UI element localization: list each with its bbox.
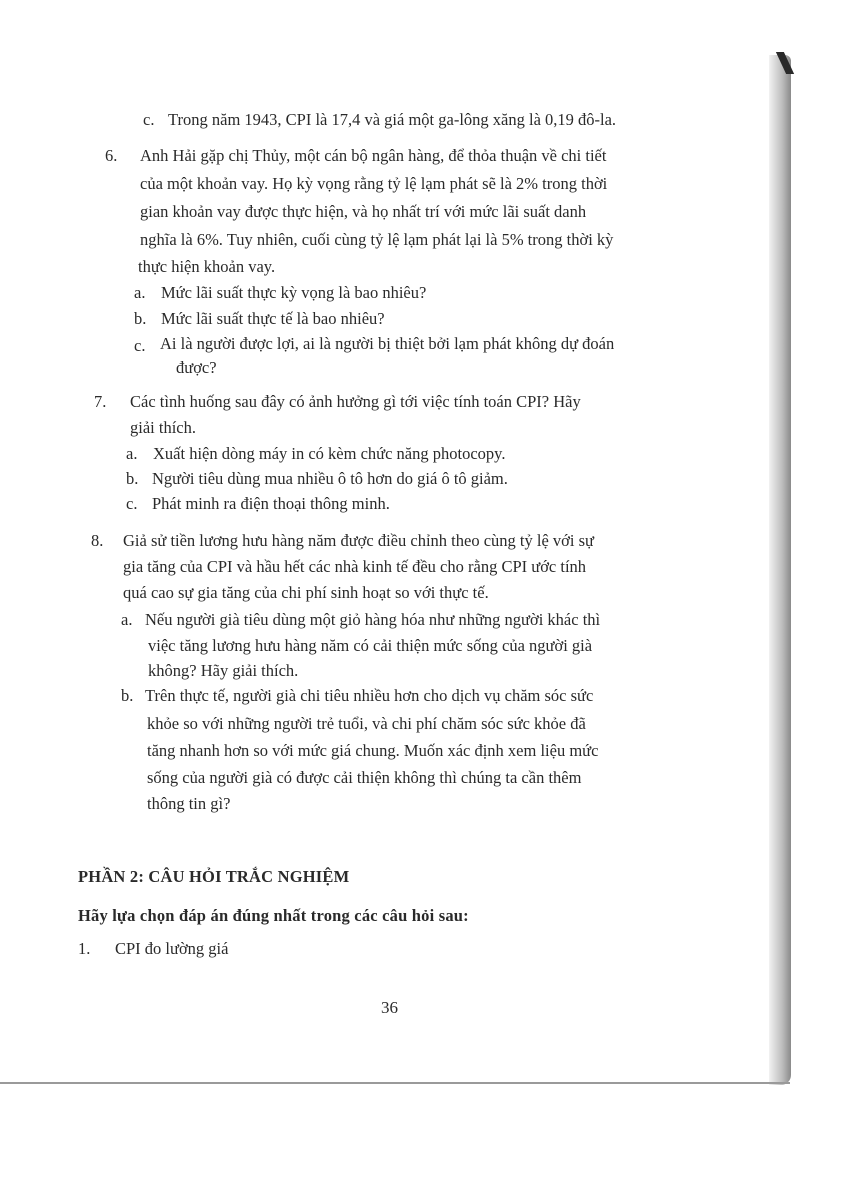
q7-line-2: giải thích. <box>130 418 196 437</box>
q8b-line-4: sống của người già có được cải thiện không thì chúng ta cần thêm <box>147 768 582 787</box>
q6-line-1: Anh Hải gặp chị Thủy, một cán bộ ngân hàng, để thỏa thuận về chi tiết <box>140 146 607 165</box>
q8a-line-3: không? Hãy giải thích. <box>148 661 299 680</box>
q7b-text: Người tiêu dùng mua nhiều ô tô hơn do giá ô tô giảm. <box>152 469 508 488</box>
q6a-text: Mức lãi suất thực kỳ vọng là bao nhiêu? <box>161 283 427 302</box>
q5c-label: c. <box>143 110 155 129</box>
q8b-label: b. <box>121 686 134 705</box>
q6-line-3: gian khoản vay được thực hiện, và họ nhất trí với mức lãi suất danh <box>140 202 587 221</box>
q7c-label: c. <box>126 494 138 513</box>
q8-line-2: gia tăng của CPI và hầu hết các nhà kinh tế đều cho rằng CPI ước tính <box>123 557 587 576</box>
q6-line-5: thực hiện khoản vay. <box>138 257 276 276</box>
scan-bottom-edge <box>0 1082 790 1084</box>
q6c-line-1: Ai là người được lợi, ai là người bị thiệt bởi lạm phát không dự đoán <box>160 334 615 353</box>
q7c-text: Phát minh ra điện thoại thông minh. <box>152 494 390 513</box>
q6a-label: a. <box>134 283 146 302</box>
q8a-label: a. <box>121 610 133 629</box>
q8a-line-2: việc tăng lương hưu hàng năm có cải thiện mức sống của người già <box>148 636 593 655</box>
q5c-text: Trong năm 1943, CPI là 17,4 và giá một ga-lông xăng là 0,19 đô-la. <box>168 110 617 129</box>
q7-number: 7. <box>94 392 107 411</box>
q8-line-1: Giả sử tiền lương hưu hàng năm được điều chỉnh theo cùng tỷ lệ với sự <box>123 531 594 550</box>
q8b-line-3: tăng nhanh hơn so với mức giá chung. Muốn xác định xem liệu mức <box>147 741 599 760</box>
q8b-line-1: Trên thực tế, người già chi tiêu nhiều hơn cho dịch vụ chăm sóc sức <box>145 686 594 705</box>
q7b-label: b. <box>126 469 139 488</box>
q6-line-4: nghĩa là 6%. Tuy nhiên, cuối cùng tỷ lệ lạm phát lại là 5% trong thời kỳ <box>140 230 614 249</box>
q8b-line-2: khỏe so với những người trẻ tuổi, và chi phí chăm sóc sức khỏe đã <box>147 714 586 733</box>
mcq1-text: CPI đo lường giá <box>115 939 229 958</box>
q6c-line-2: được? <box>176 358 217 377</box>
q7a-text: Xuất hiện dòng máy in có kèm chức năng photocopy. <box>153 444 506 463</box>
q6b-label: b. <box>134 309 147 328</box>
q6-number: 6. <box>105 146 118 165</box>
q8-number: 8. <box>91 531 104 550</box>
mcq1-number: 1. <box>78 939 91 958</box>
q8-line-3: quá cao sự gia tăng của chi phí sinh hoạt so với thực tế. <box>123 583 489 602</box>
page-edge-shadow <box>769 55 791 1085</box>
q6-line-2: của một khoản vay. Họ kỳ vọng rằng tỷ lệ lạm phát sẽ là 2% trong thời <box>140 174 608 193</box>
q6b-text: Mức lãi suất thực tế là bao nhiêu? <box>161 309 385 328</box>
q8b-line-5: thông tin gì? <box>147 794 231 813</box>
q7-line-1: Các tình huống sau đây có ảnh hưởng gì tới việc tính toán CPI? Hãy <box>130 392 581 411</box>
part2-heading: PHẦN 2: CÂU HỎI TRẮC NGHIỆM <box>78 867 350 886</box>
q6c-label: c. <box>134 336 146 355</box>
page-number: 36 <box>381 998 398 1017</box>
q7a-label: a. <box>126 444 138 463</box>
q8a-line-1: Nếu người già tiêu dùng một giỏ hàng hóa như những người khác thì <box>145 610 601 629</box>
part2-instruction: Hãy lựa chọn đáp án đúng nhất trong các câu hỏi sau: <box>78 906 469 925</box>
